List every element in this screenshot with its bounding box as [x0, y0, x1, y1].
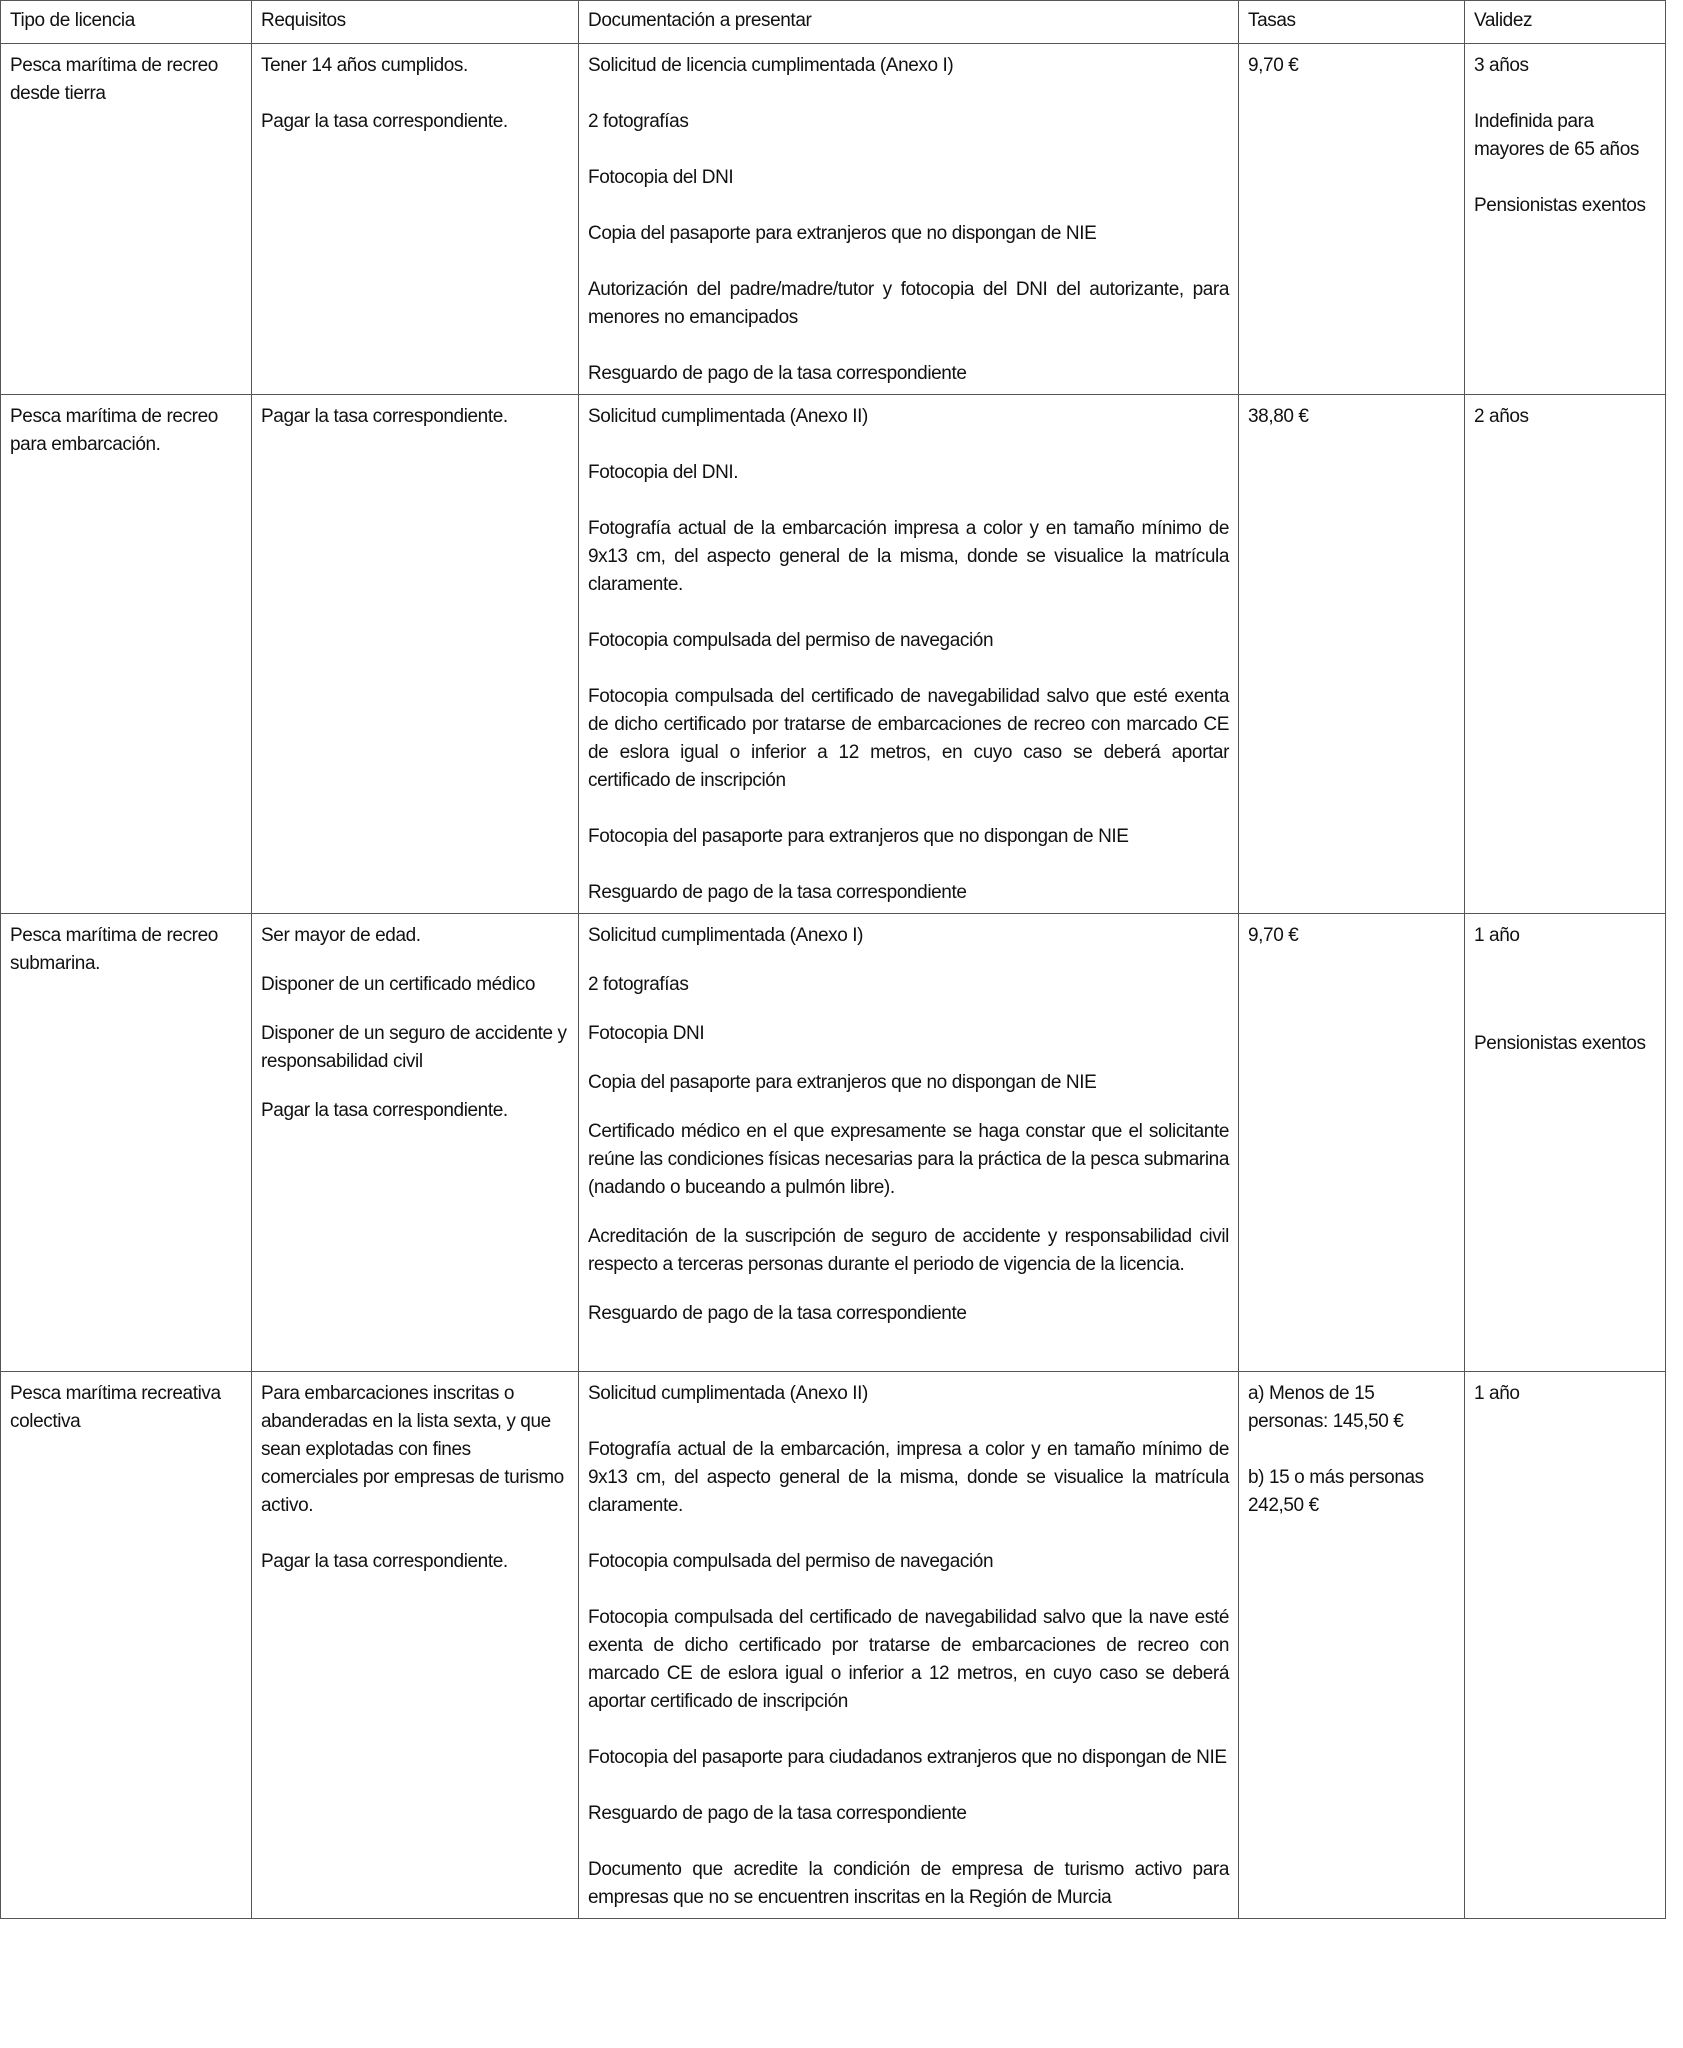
validez-paragraph: 1 año: [1474, 1383, 1520, 1404]
column-header-validez: Validez: [1465, 1, 1666, 44]
documentacion-paragraph: Documento que acredite la condición de empresa de turismo activo para empresas que no se encuentren inscritas en la Región de Murcia: [588, 1859, 1229, 1908]
documentacion-paragraph: Fotocopia del pasaporte para extranjeros que no dispongan de NIE: [588, 826, 1129, 847]
validez-paragraph: Indefinida para mayores de 65 años: [1474, 111, 1639, 160]
requisitos-paragraph: Disponer de un certificado médico: [261, 974, 536, 995]
cell-tipo: [1, 1372, 252, 1919]
documentacion-paragraph: Resguardo de pago de la tasa correspondiente: [588, 363, 967, 384]
documentacion-paragraph: Resguardo de pago de la tasa correspondiente: [588, 1803, 967, 1824]
cell-requisitos: [252, 395, 579, 914]
column-header-tasas: Tasas: [1239, 1, 1465, 44]
documentacion-paragraph: Fotocopia del pasaporte para ciudadanos extranjeros que no dispongan de NIE: [588, 1747, 1227, 1768]
requisitos-paragraph: Tener 14 años cumplidos.: [261, 55, 468, 76]
cell-tipo: [1, 395, 252, 914]
documentacion-paragraph: Fotocopia del DNI: [588, 167, 734, 188]
documentacion-paragraph: Solicitud cumplimentada (Anexo I): [588, 925, 864, 946]
validez-paragraph: Pensionistas exentos: [1474, 1033, 1646, 1054]
tipo-paragraph: Pesca marítima de recreo desde tierra: [10, 55, 218, 104]
documentacion-paragraph: Fotocopia compulsada del certificado de navegabilidad salvo que esté exenta de dicho certificado por tratarse de embarcaciones de recreo con marcado CE de eslora igual o inferior a 12 metros, en cuyo caso se deberá aportar certificado de inscripción: [588, 686, 1229, 791]
documentacion-paragraph: Copia del pasaporte para extranjeros que no dispongan de NIE: [588, 223, 1097, 244]
requisitos-paragraph: Para embarcaciones inscritas o abanderadas en la lista sexta, y que sean explotadas con fines comerciales por empresas de turismo activo.: [261, 1383, 564, 1516]
documentacion-paragraph: Solicitud de licencia cumplimentada (Anexo I): [588, 55, 954, 76]
requisitos-paragraph: Pagar la tasa correspondiente.: [261, 111, 508, 132]
documentacion-paragraph: Fotocopia compulsada del certificado de navegabilidad salvo que la nave esté exenta de dicho certificado por tratarse de embarcaciones de recreo con marcado CE de eslora igual o inferior a 12 metros, en cuyo caso se deberá aportar certificado de inscripción: [588, 1607, 1229, 1712]
cell-documentacion: [579, 44, 1239, 395]
documentacion-paragraph: Solicitud cumplimentada (Anexo II): [588, 1383, 868, 1404]
cell-validez: [1465, 44, 1666, 395]
documentacion-paragraph: Certificado médico en el que expresamente se haga constar que el solicitante reúne las condiciones físicas necesarias para la práctica de la pesca submarina (nadando o buceando a pulmón libre).: [588, 1121, 1229, 1198]
requisitos-paragraph: Disponer de un seguro de accidente y responsabilidad civil: [261, 1023, 567, 1072]
tasas-paragraph: b) 15 o más personas 242,50 €: [1248, 1467, 1424, 1516]
cell-validez: [1465, 395, 1666, 914]
cell-tipo: [1, 914, 252, 1372]
cell-validez: [1465, 914, 1666, 1372]
validez-paragraph: 3 años: [1474, 55, 1529, 76]
cell-tasas: [1239, 914, 1465, 1372]
documentacion-paragraph: 2 fotografías: [588, 974, 689, 995]
cell-documentacion: [579, 1372, 1239, 1919]
requisitos-paragraph: Ser mayor de edad.: [261, 925, 421, 946]
table-row: [1, 44, 1666, 395]
documentacion-paragraph: Solicitud cumplimentada (Anexo II): [588, 406, 868, 427]
cell-requisitos: [252, 914, 579, 1372]
cell-requisitos: [252, 1372, 579, 1919]
documentacion-paragraph: Fotocopia compulsada del permiso de navegación: [588, 1551, 994, 1572]
cell-tasas: [1239, 44, 1465, 395]
column-header-documentacion: Documentación a presentar: [579, 1, 1239, 44]
tipo-paragraph: Pesca marítima de recreo para embarcación.: [10, 406, 218, 455]
requisitos-paragraph: Pagar la tasa correspondiente.: [261, 1100, 508, 1121]
documentacion-paragraph: Resguardo de pago de la tasa correspondiente: [588, 1303, 967, 1324]
column-header-tipo: Tipo de licencia: [1, 1, 252, 44]
validez-paragraph: 2 años: [1474, 406, 1529, 427]
cell-tipo: [1, 44, 252, 395]
tipo-paragraph: Pesca marítima de recreo submarina.: [10, 925, 218, 974]
documentacion-paragraph: Copia del pasaporte para extranjeros que no dispongan de NIE: [588, 1072, 1097, 1093]
documentacion-paragraph: Fotocopia compulsada del permiso de navegación: [588, 630, 994, 651]
header-row: [1, 1, 1666, 44]
cell-documentacion: [579, 914, 1239, 1372]
tasas-paragraph: 9,70 €: [1248, 55, 1299, 76]
tasas-paragraph: 9,70 €: [1248, 925, 1299, 946]
requisitos-paragraph: Pagar la tasa correspondiente.: [261, 406, 508, 427]
documentacion-paragraph: Fotocopia DNI: [588, 1023, 705, 1044]
documentacion-paragraph: Fotografía actual de la embarcación impresa a color y en tamaño mínimo de 9x13 cm, del aspecto general de la misma, donde se visualice la matrícula claramente.: [588, 518, 1229, 595]
table-row: [1, 395, 1666, 914]
table-row: [1, 1372, 1666, 1919]
tasas-paragraph: 38,80 €: [1248, 406, 1309, 427]
documentacion-paragraph: Fotocopia del DNI.: [588, 462, 739, 483]
validez-paragraph: Pensionistas exentos: [1474, 195, 1646, 216]
validez-paragraph: 1 año: [1474, 925, 1520, 946]
tasas-paragraph: a) Menos de 15 personas: 145,50 €: [1248, 1383, 1404, 1432]
documentacion-paragraph: Fotografía actual de la embarcación, impresa a color y en tamaño mínimo de 9x13 cm, del aspecto general de la misma, donde se visualice la matrícula claramente.: [588, 1439, 1229, 1516]
documentacion-paragraph: Acreditación de la suscripción de seguro de accidente y responsabilidad civil respecto a terceras personas durante el periodo de vigencia de la licencia.: [588, 1226, 1229, 1275]
requisitos-paragraph: Pagar la tasa correspondiente.: [261, 1551, 508, 1572]
table-row: [1, 914, 1666, 1372]
cell-validez: [1465, 1372, 1666, 1919]
cell-documentacion: [579, 395, 1239, 914]
documentacion-paragraph: Autorización del padre/madre/tutor y fotocopia del DNI del autorizante, para menores no emancipados: [588, 279, 1229, 328]
cell-requisitos: [252, 44, 579, 395]
documentacion-paragraph: 2 fotografías: [588, 111, 689, 132]
documentacion-paragraph: Resguardo de pago de la tasa correspondiente: [588, 882, 967, 903]
column-header-requisitos: Requisitos: [252, 1, 579, 44]
cell-tasas: [1239, 395, 1465, 914]
cell-tasas: [1239, 1372, 1465, 1919]
tipo-paragraph: Pesca marítima recreativa colectiva: [10, 1383, 221, 1432]
